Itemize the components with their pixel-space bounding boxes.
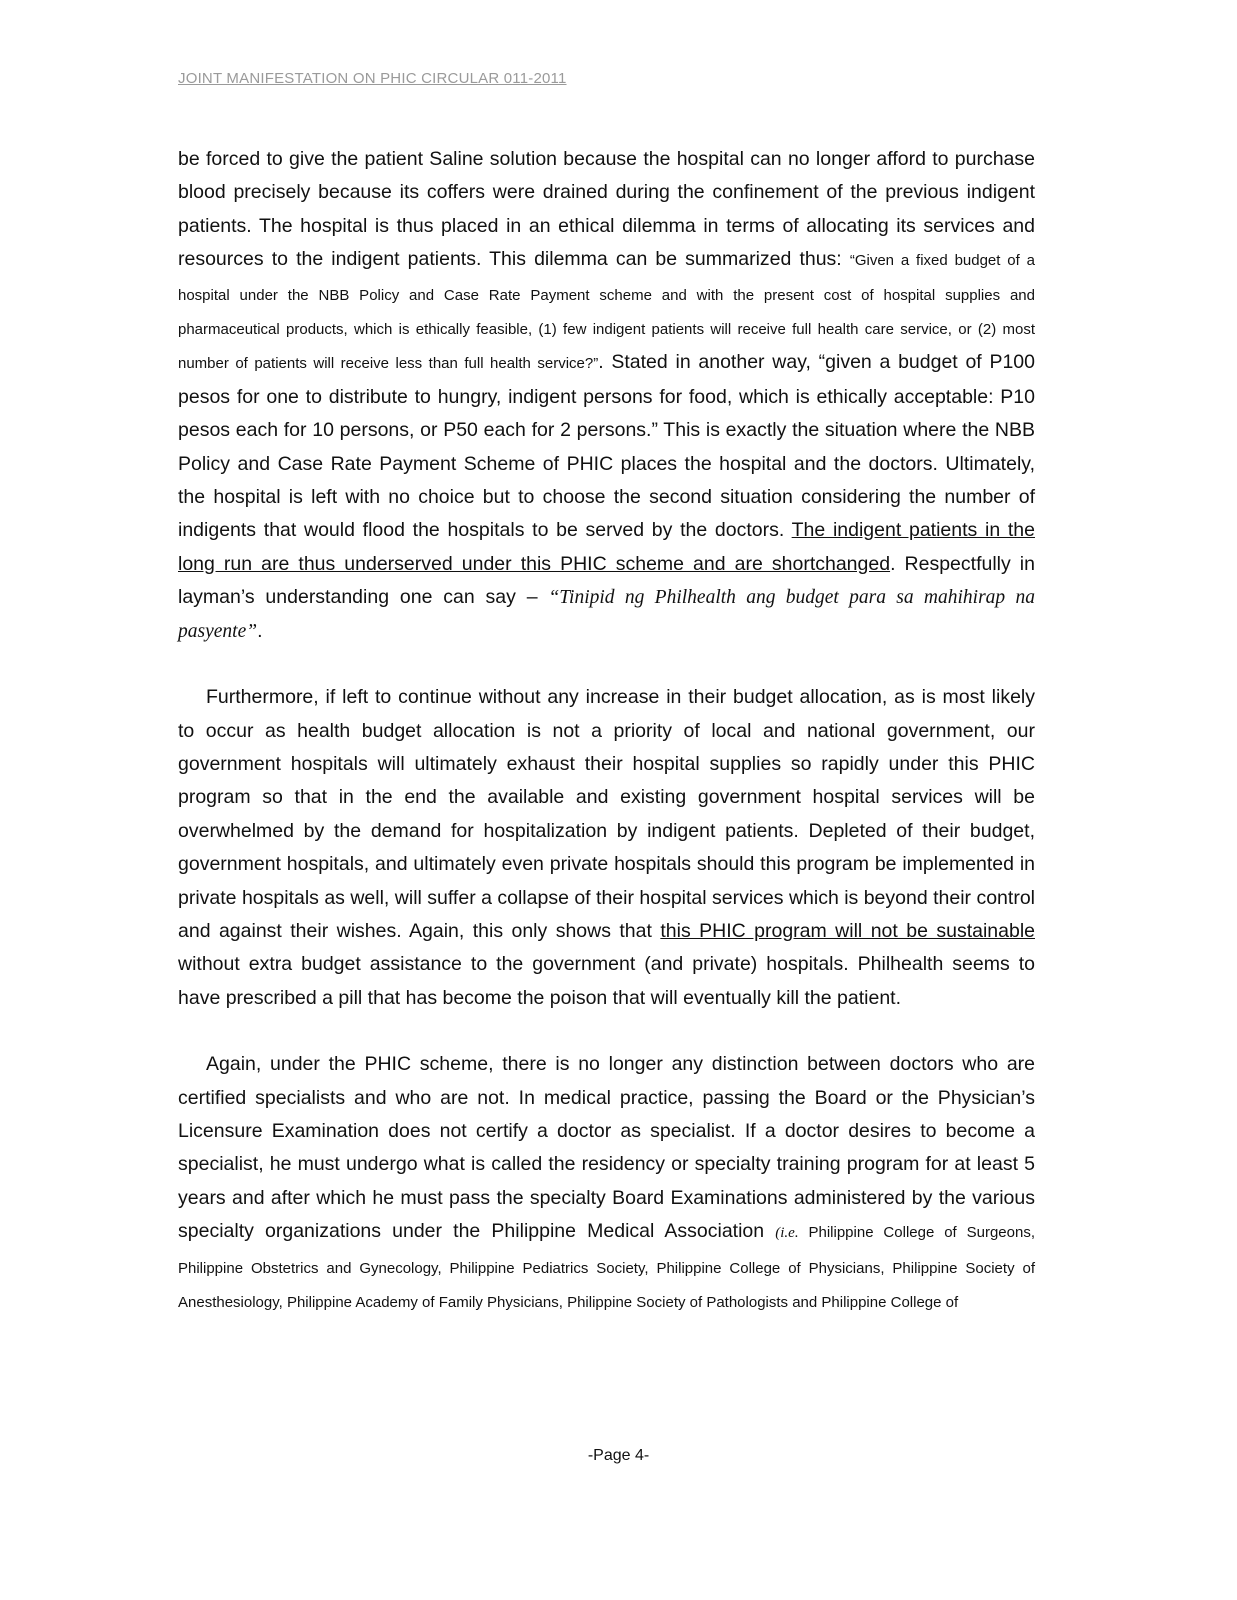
- document-body: [178, 143, 1035, 1319]
- text: be forced to give the patient Saline solution because the hospital can no longer afford to purchase blood precisely because its coffers were drained during the confinement of the previous indigent patients. The hospital is thus placed in an ethical dilemma in terms of allocating its services and resources to the indigent patients. This dilemma can be summarized thus:: [178, 148, 1035, 271]
- organizations-list: Philippine College of Surgeons, Philippine Obstetrics and Gynecology, Philippine Pediatrics Society, Philippine College of Physicians, Philippine Society of Anesthesiology, Philippine Academy of Family Physicians, Philippine Society of Pathologists and Philippine College of: [178, 1224, 1035, 1311]
- page-number: -Page 4-: [587, 1447, 650, 1464]
- paragraph-2: [178, 681, 1035, 1015]
- underlined-statement: this PHIC program will not be sustainable: [660, 919, 1035, 942]
- text: .: [257, 619, 263, 642]
- text: . Stated in another way, “given a budget of P100 pesos for one to distribute to hungry, indigent persons for food, which is ethically acceptable: P10 pesos each for 10 persons, or P50 each for 2 persons.” This is exactly the situation where the NBB Policy and Case Rate Payment Scheme of PHIC places the hospital and the doctors. Ultimately, the hospital is left with no choice but to choose the second situation considering the number of indigents that would flood the hospitals to be served by the doctors.: [178, 351, 1035, 542]
- text: Furthermore, if left to continue without any increase in their budget allocation, as is most likely to occur as health budget allocation is not a priority of local and national government, our government hospitals will ultimately exhaust their hospital supplies so rapidly under this PHIC program so that in the end the available and existing government hospital services will be overwhelmed by the demand for hospitalization by indigent patients. Depleted of their budget, government hospitals, and ultimately even private hospitals should this program be implemented in private hospitals as well, will suffer a collapse of their hospital services which is beyond their control and against their wishes. Again, this only shows that: [178, 686, 1035, 942]
- text: without extra budget assistance to the government (and private) hospitals. Philhealth seems to have prescribed a pill that has become the poison that will eventually kill the patient.: [178, 953, 1035, 1009]
- tagalog-quote: “Tinipid ng Philhealth ang budget para sa mahihirap na pasyente”: [178, 587, 1035, 642]
- underlined-statement: The indigent patients in the long run are thus underserved under this PHIC scheme and are shortchanged: [178, 519, 1035, 575]
- ie-abbrev: (i.e.: [775, 1225, 799, 1242]
- dilemma-quote: “Given a fixed budget of a hospital under the NBB Policy and Case Rate Payment scheme and with the present cost of hospital supplies and pharmaceutical products, which is ethically feasible, (1) few indigent patients will receive full health care service, or (2) most number of patients will receive less than full health service?”: [178, 252, 1035, 373]
- paragraph-1: [178, 143, 1035, 648]
- text: Again, under the PHIC scheme, there is no longer any distinction between doctors who are certified specialists and who are not. In medical practice, passing the Board or the Physician’s Licensure Examination does not certify a doctor as specialist. If a doctor desires to become a specialist, he must undergo what is called the residency or specialty training program for at least 5 years and after which he must pass the specialty Board Examinations administered by the various specialty organizations under the Philippine Medical Association: [178, 1053, 1035, 1243]
- paragraph-3: [178, 1048, 1035, 1319]
- text: . Respectfully in layman’s understanding one can say –: [178, 552, 1035, 609]
- running-header: JOINT MANIFESTATION ON PHIC CIRCULAR 011-2011: [178, 70, 567, 87]
